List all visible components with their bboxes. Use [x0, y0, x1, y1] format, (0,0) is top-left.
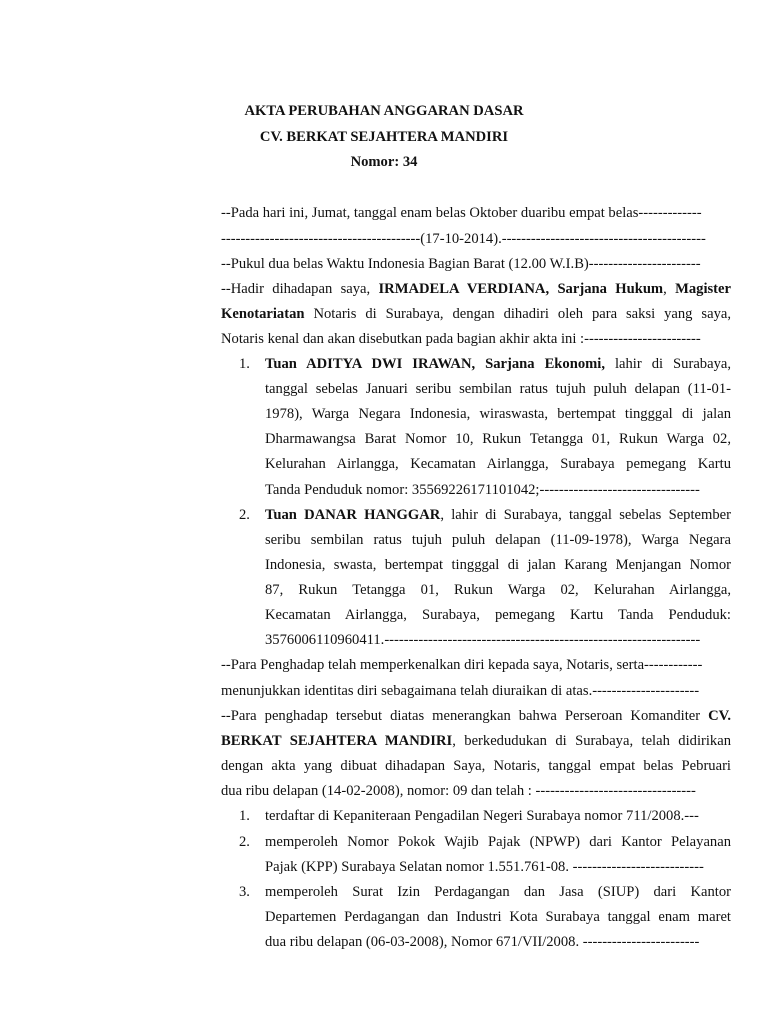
paragraph-day-line-1: --Pada hari ini, Jumat, tanggal enam belas Oktober duaribu empat belas-------------	[221, 205, 702, 221]
party-1-name: Tuan ADITYA DWI IRAWAN, Sarjana Ekonomi,	[265, 356, 605, 372]
item-1-line-1: terdaftar di Kepaniteraan Pengadilan Negeri Surabaya nomor 711/2008.---	[265, 808, 699, 824]
item-2-line-2: Pajak (KPP) Surabaya Selatan nomor 1.551.761-08. ---------------------------	[265, 859, 704, 875]
party-2-line-2: seribu sembilan ratus tujuh puluh delapan (11-09-1978), Warga Negara	[265, 532, 731, 548]
party-2-line-1: Tuan DANAR HANGGAR, lahir di Surabaya, tanggal sebelas September	[265, 507, 731, 523]
party-1-line-1: Tuan ADITYA DWI IRAWAN, Sarjana Ekonomi, lahir di Surabaya,	[265, 356, 731, 372]
item-2-number: 2.	[239, 834, 250, 850]
deed-title: AKTA PERUBAHAN ANGGARAN DASAR	[244, 103, 524, 119]
paragraph-day-line-2: -----------------------------------------(17-10-2014).------------------------------------------	[221, 231, 706, 247]
party-1-line-4: Dharmawangsa Barat Nomor 10, Rukun Tetangga 01, Rukun Warga 02,	[265, 431, 731, 447]
paragraph-present-line-2: Kenotariatan Notaris di Surabaya, dengan dihadiri oleh para saksi yang saya,	[221, 306, 731, 322]
paragraph-statement-line-3: dengan akta yang dibuat dihadapan Saya, Notaris, tanggal empat belas Pebruari	[221, 758, 731, 774]
party-1-line-5: Kelurahan Airlangga, Kecamatan Airlangga, Surabaya pemegang Kartu	[265, 456, 731, 472]
party-2-line-3: Indonesia, swasta, bertempat tingggal di jalan Karang Menjangan Nomor	[265, 557, 731, 573]
party-2-number: 2.	[239, 507, 250, 523]
notary-name: IRMADELA VERDIANA, Sarjana Hukum	[378, 281, 664, 297]
company-name: CV. BERKAT SEJAHTERA MANDIRI	[259, 129, 509, 145]
party-1-number: 1.	[239, 356, 250, 372]
paragraph-statement-line-4: dua ribu delapan (14-02-2008), nomor: 09 dan telah : ---------------------------------	[221, 783, 696, 799]
party-2-line-6: 3576006110960411.-----------------------------------------------------------------	[265, 632, 701, 648]
paragraph-time-line: --Pukul dua belas Waktu Indonesia Bagian Barat (12.00 W.I.B)-----------------------	[221, 256, 701, 272]
paragraph-identity-line-2: menunjukkan identitas diri sebagaimana telah diuraikan di atas.----------------------	[221, 683, 700, 699]
item-3-line-2: Departemen Perdagangan dan Industri Kota Surabaya tanggal enam maret	[265, 909, 731, 925]
paragraph-present-line-3: Notaris kenal dan akan disebutkan pada bagian akhir akta ini :------------------------	[221, 331, 701, 347]
item-3-line-1: memperoleh Surat Izin Perdagangan dan Jasa (SIUP) dari Kantor	[265, 884, 731, 900]
company-name-inline: BERKAT SEJAHTERA MANDIRI	[221, 733, 453, 749]
item-3-number: 3.	[239, 884, 250, 900]
item-1-number: 1.	[239, 808, 250, 824]
party-1-line-3: 1978), Warga Negara Indonesia, wiraswasta, bertempat tingggal di jalan	[265, 406, 731, 422]
party-2-line-5: Kecamatan Airlangga, Surabaya, pemegang Kartu Tanda Penduduk:	[265, 607, 731, 623]
deed-number: Nomor: 34	[350, 154, 418, 170]
party-1-line-2: tanggal sebelas Januari seribu sembilan ratus tujuh puluh delapan (11-01-	[265, 381, 731, 397]
paragraph-identity-line-1: --Para Penghadap telah memperkenalkan diri kepada saya, Notaris, serta------------	[221, 657, 703, 673]
item-2-line-1: memperoleh Nomor Pokok Wajib Pajak (NPWP) dari Kantor Pelayanan	[265, 834, 731, 850]
party-2-line-4: 87, Rukun Tetangga 01, Rukun Warga 02, Kelurahan Airlangga,	[265, 582, 731, 598]
paragraph-statement-line-2: BERKAT SEJAHTERA MANDIRI, berkedudukan di Surabaya, telah didirikan	[221, 733, 731, 749]
party-2-name: Tuan DANAR HANGGAR	[265, 507, 441, 523]
paragraph-statement-line-1: --Para penghadap tersebut diatas menerangkan bahwa Perseroan Komanditer CV.	[221, 708, 731, 724]
item-3-line-3: dua ribu delapan (06-03-2008), Nomor 671/VII/2008. ------------------------	[265, 934, 700, 950]
paragraph-present-line-1: --Hadir dihadapan saya, IRMADELA VERDIANA, Sarjana Hukum, Magister	[221, 281, 731, 297]
party-1-line-6: Tanda Penduduk nomor: 35569226171101042;---------------------------------	[265, 482, 700, 498]
